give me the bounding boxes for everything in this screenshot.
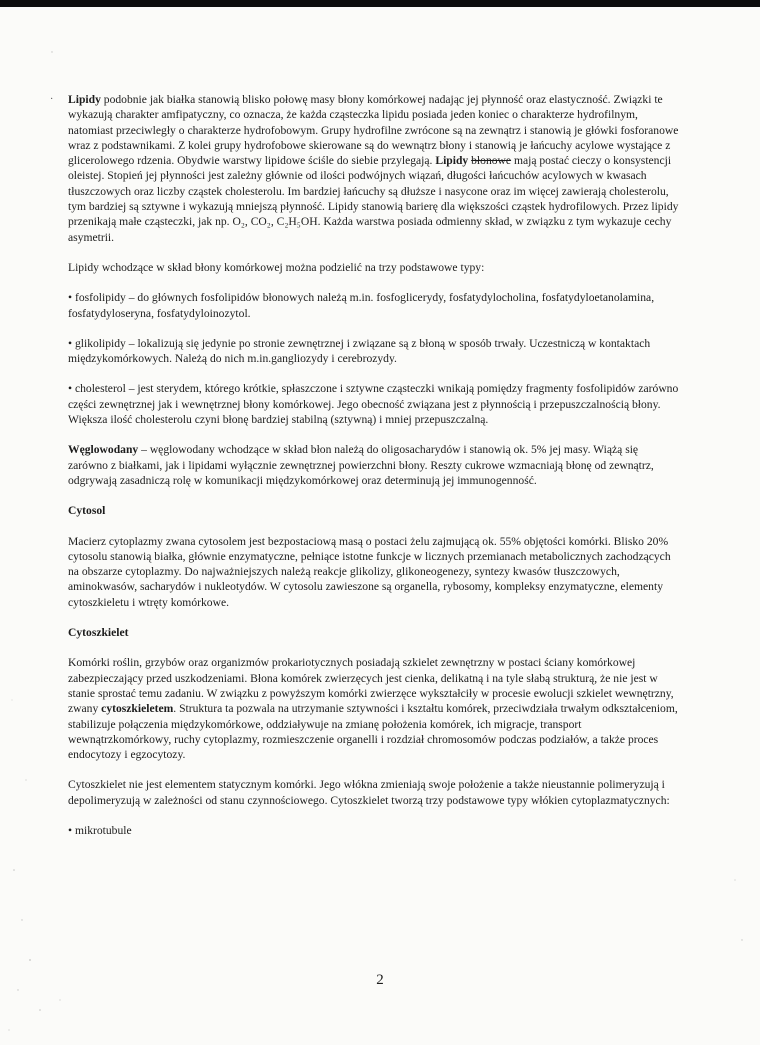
heading-cytosol: Cytosol bbox=[68, 504, 106, 518]
document-body bbox=[68, 92, 680, 838]
paragraph-weglowodany: Węglowodany – węglowodany wchodzące w skład błon należą do oligosacharydów i stanowią ok. 5% jej masy. Wiążą się zarówno z białkami, jak i lipidami wyłącznie zewnętrznej powierzchni błony. Reszty cukrowe wzmacniają błonę od zewnątrz, odgrywają zasadniczą rolę w komunikacji międzykomórkowej oraz determinują jej immunogenność. bbox=[68, 443, 654, 487]
paragraph-cytoszkielet-dynamics: Cytoszkielet nie jest elementem statycznym komórki. Jego włókna zmieniają swoje położenie a także nieustannie polimeryzują i depolimeryzują w zależności od stanu czynnościowego. Cytoszkielet tworzą trzy podstawowe typy włókien cytoplazmatycznych: bbox=[68, 778, 670, 807]
list-item-glikolipidy: • glikolipidy – lokalizują się jedynie po stronie zewnętrznej i związane są z błoną w sposób trwały. Uczestniczą w kontaktach międzykomórkowych. Należą do nich m.in.gangliozydy i cerebrozydy. bbox=[68, 336, 651, 366]
list-item-cholesterol: • cholesterol – jest sterydem, którego krótkie, spłaszczone i sztywne cząsteczki wnikają pomiędzy fragmenty fosfolipidów zarówno części zewnętrznej jak i wewnętrznej błony komórkowej. Jego obecność związana jest z płynnością i przepuszczalnością błony. Większa ilość cholesterolu czyni błonę bardziej stabilną (sztywną) i mniej przepuszczalną. bbox=[68, 382, 679, 427]
paragraph-cytoszkielet: Komórki roślin, grzybów oraz organizmów prokariotycznych posiadają szkielet zewnętrzny w postaci ściany komórkowej zabezpieczający przed uszkodzeniami. Błona komórek zwierzęcych jest cienka, delikatną i na tyle słabą strukturą, że nie jest w stanie sprostać temu zadaniu. W związku z powyższym komórki zwierzęce wykształciły w procesie ewolucji szkielet wewnętrzny, zwany cytoszkieletem. Struktura ta pozwala na utrzymanie sztywności i kształtu komórek, przeciwdziała trwałym odkształceniom, stabilizuje połączenia międzykomórkowe, oddziaływuje na zmianę położenia komórek, ich migracje, transport wewnątrzkomórkowy, ruchy cytoplazmy, rozmieszczenie organelli i rozdział chromosomów podczas podziałów, a także proces endocytozy i egzocytozy. bbox=[68, 656, 678, 762]
term-lipidy: Lipidy bbox=[68, 93, 101, 106]
paragraph-cytosol: Macierz cytoplazmy zwana cytosolem jest bezpostaciową masą o postaci żelu zajmującą ok. 55% objętości komórki. Blisko 20% cytosolu stanowią białka, głównie enzymatyczne, pełniące istotne funkcje w licznych przemianach metabolicznych zachodzących na obszarze cytoplazmy. Do najważniejszych należą reakcje glikolizy, glikoneogenezy, syntezy kwasów tłuszczowych, aminokwasów, sacharydów i nukleotydów. W cytosolu zawieszone są organella, rybosomy, kompleksy enzymatyczne, elementy cytoszkieletu i wtręty komórkowe. bbox=[68, 534, 671, 609]
paragraph-lipid-types-intro: Lipidy wchodzące w skład błony komórkowej można podzielić na trzy podstawowe typy: bbox=[68, 260, 485, 274]
term-cytoszkielet: cytoszkieletem bbox=[101, 702, 174, 716]
margin-mark: · bbox=[50, 94, 54, 105]
page-number: 2 bbox=[376, 972, 384, 988]
term-weglowodany: Węglowodany bbox=[68, 443, 139, 457]
list-item-mikrotubule: • mikrotubule bbox=[68, 823, 132, 837]
heading-cytoszkielet: Cytoszkielet bbox=[68, 626, 129, 640]
list-item-fosfolipidy: • fosfolipidy – do głównych fosfolipidów błonowych należą m.in. fosfoglicerydy, fosfatydylocholina, fosfatydyloetanolamina, fosfatydyloseryna, fosfatydyloinozytol. bbox=[68, 291, 655, 320]
paragraph-lipidy: Lipidy podobnie jak białka stanowią blisko połowę masy błony komórkowej nadając jej płynność oraz elastyczność. Związki te wykazują charakter amfipatyczny, co oznacza, że każda cząsteczka lipidu posiada jeden koniec o charakterze hydrofilnym, natomiast przeciwległy o charakterze hydrofobowym. Grupy hydrofilne zwrócone są na zewnątrz i stanowią je główki fosforanowe wraz z podstawnikami. Z kolei grupy hydrofobowe skierowane są do wewnątrz błony i stanowią je łańcuchy acylowe wystające z glicerolowego rdzenia. Obydwie warstwy lipidowe ściśle do siebie przylegają. Lipidy błonowe mają postać cieczy o konsystencji oleistej. Stopień jej płynności jest zależny głównie od ilości podwójnych wiązań, długości łańcuchów acylowych w kwasach tłuszczowych oraz liczby cząstek cholesterolu. Im bardziej łańcuchy są dłuższe i nasycone oraz im więcej zawierają cholesterolu, tym bardziej są sztywne i wykazują mniejszą płynność. Lipidy stanowią barierę dla większości cząstek hydrofilowych. Przez lipidy przenikają małe cząsteczki, jak np. O₂, CO₂, C₂H₅OH. Każda warstwa posiada odmienny skład, w związku z tym wykazuje cechy asymetrii. bbox=[68, 93, 679, 244]
scan-top-edge bbox=[0, 0, 760, 7]
strikethrough-word: błonowe bbox=[471, 154, 512, 168]
